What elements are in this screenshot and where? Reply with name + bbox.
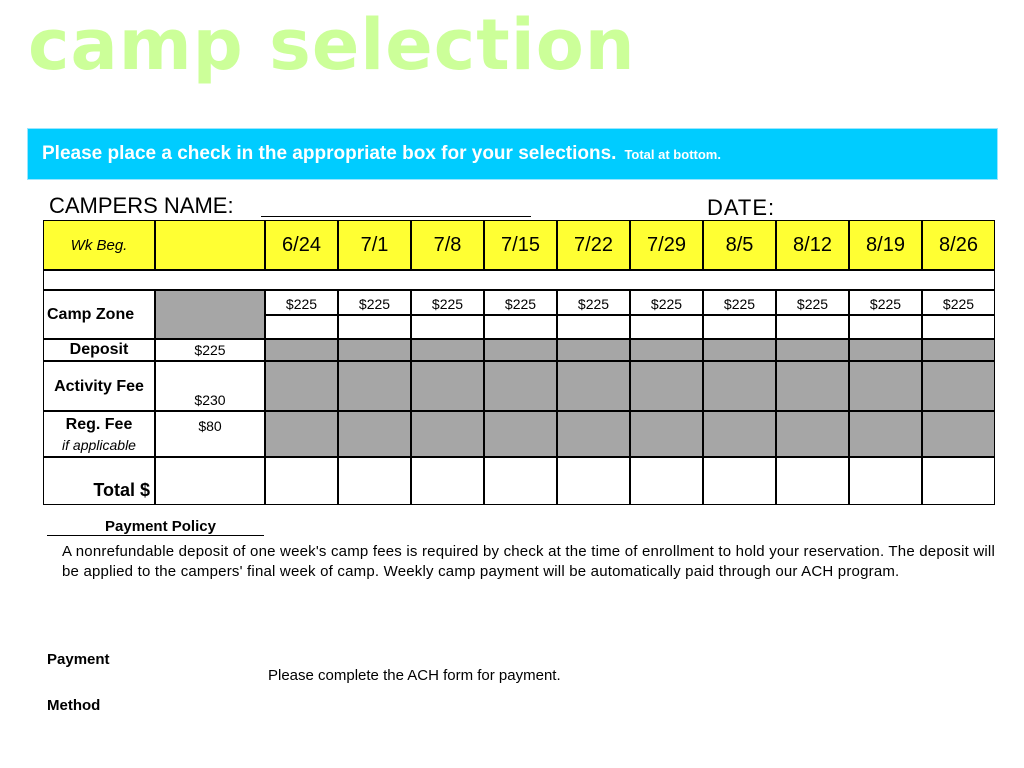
reg-fee-shaded-cell [338,411,411,457]
week-header: 8/26 [922,220,995,270]
camper-name-label: CAMPERS NAME: [49,193,234,218]
deposit-shaded-cell [630,339,703,361]
camp-zone-checkbox[interactable] [411,315,484,339]
reg-fee-shaded-cell [411,411,484,457]
camp-zone-checkbox[interactable] [703,315,776,339]
total-week-input[interactable] [265,457,338,505]
deposit-shaded-cell [411,339,484,361]
activity-fee-shaded-cell [776,361,849,411]
payment-policy-text: A nonrefundable deposit of one week's camp fees is required by check at the time of enrollment to hold your reservation. The deposit will be applied to the campers' final week of camp. Weekly camp payment will be automatically paid through our ACH program. [62,543,995,580]
camp-zone-checkbox[interactable] [776,315,849,339]
payment-policy-title: Payment Policy [47,518,264,536]
activity-fee-shaded-cell [338,361,411,411]
deposit-shaded-cell [703,339,776,361]
date-label: DATE: [707,195,776,220]
camp-zone-checkbox[interactable] [557,315,630,339]
reg-fee-label-cell [43,411,155,457]
reg-fee-shaded-cell [703,411,776,457]
total-week-input[interactable] [703,457,776,505]
camp-zone-checkbox[interactable] [630,315,703,339]
total-week-input[interactable] [338,457,411,505]
total-week-input[interactable] [922,457,995,505]
payment-note: Please complete the ACH form for payment. [268,667,561,684]
deposit-shaded-cell [922,339,995,361]
activity-fee-amount: $230 [155,361,265,411]
reg-fee-shaded-cell [776,411,849,457]
deposit-label: Deposit [43,339,155,361]
total-label: Total $ [43,457,155,505]
camp-zone-checkbox[interactable] [338,315,411,339]
week-header: 7/1 [338,220,411,270]
camp-zone-price: $225 [849,290,922,315]
total-week-input[interactable] [557,457,630,505]
week-header: 7/8 [411,220,484,270]
camp-zone-checkbox[interactable] [849,315,922,339]
total-amount-input[interactable] [155,457,265,505]
banner-total-note: Total at bottom. [624,146,721,162]
total-week-input[interactable] [484,457,557,505]
total-week-input[interactable] [411,457,484,505]
camp-zone-price: $225 [338,290,411,315]
deposit-shaded-cell [265,339,338,361]
camp-zone-checkbox[interactable] [922,315,995,339]
camp-zone-price: $225 [922,290,995,315]
deposit-amount: $225 [155,339,265,361]
method-label: Method [47,697,101,714]
instruction-banner [27,128,998,180]
camp-zone-price: $225 [557,290,630,315]
reg-fee-note: if applicable [62,437,136,453]
camp-zone-checkbox[interactable] [484,315,557,339]
week-header: 6/24 [265,220,338,270]
week-header: 8/5 [703,220,776,270]
total-week-input[interactable] [776,457,849,505]
page-title: camp selection [28,4,636,86]
activity-fee-shaded-cell [557,361,630,411]
activity-fee-shaded-cell [849,361,922,411]
camp-zone-price: $225 [776,290,849,315]
camp-zone-price: $225 [630,290,703,315]
deposit-shaded-cell [849,339,922,361]
week-header: 8/12 [776,220,849,270]
header-blank-cell [155,220,265,270]
camper-name-field[interactable] [261,216,531,217]
activity-fee-shaded-cell [484,361,557,411]
activity-fee-shaded-cell [922,361,995,411]
total-week-input[interactable] [849,457,922,505]
reg-fee-label: Reg. Fee [65,416,133,433]
week-begin-label: Wk Beg. [43,220,155,270]
reg-fee-shaded-cell [557,411,630,457]
total-week-input[interactable] [630,457,703,505]
activity-fee-shaded-cell [411,361,484,411]
reg-fee-shaded-cell [484,411,557,457]
camp-zone-price: $225 [265,290,338,315]
deposit-shaded-cell [338,339,411,361]
activity-fee-label: Activity Fee [43,361,155,411]
week-header: 7/22 [557,220,630,270]
camp-zone-shaded-cell [155,290,265,339]
banner-instruction: Please place a check in the appropriate box for your selections. [42,143,617,164]
camp-zone-label: Camp Zone [43,290,155,339]
reg-fee-amount: $80 [155,411,265,457]
camp-zone-checkbox[interactable] [265,315,338,339]
reg-fee-shaded-cell [630,411,703,457]
deposit-shaded-cell [557,339,630,361]
camp-zone-price: $225 [703,290,776,315]
week-header: 7/15 [484,220,557,270]
reg-fee-shaded-cell [265,411,338,457]
reg-fee-shaded-cell [849,411,922,457]
activity-fee-shaded-cell [265,361,338,411]
activity-fee-shaded-cell [703,361,776,411]
reg-fee-shaded-cell [922,411,995,457]
week-header: 7/29 [630,220,703,270]
week-header: 8/19 [849,220,922,270]
spacer-row [43,270,995,290]
payment-label: Payment [47,651,110,668]
camp-zone-price: $225 [411,290,484,315]
camp-zone-price: $225 [484,290,557,315]
activity-fee-shaded-cell [630,361,703,411]
deposit-shaded-cell [484,339,557,361]
deposit-shaded-cell [776,339,849,361]
